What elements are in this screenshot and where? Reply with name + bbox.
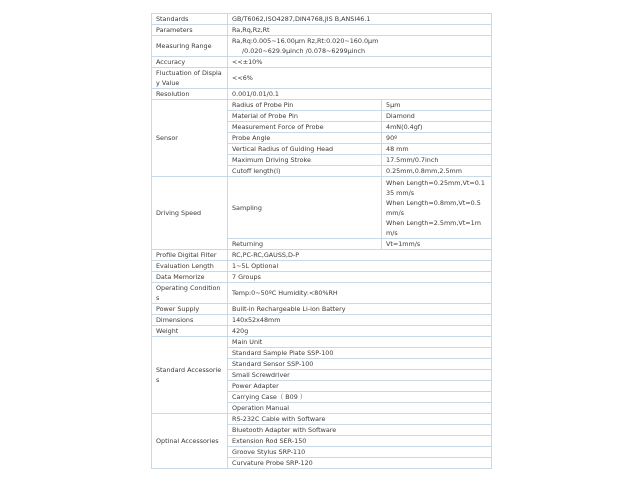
sensor-item-name: Material of Probe Pin [228, 111, 382, 122]
table-row [152, 25, 492, 36]
table-row [152, 283, 492, 304]
accessory-item: Standard Sample Plate SSP-100 [228, 348, 492, 359]
sensor-item-name: Maximum Driving Stroke [228, 155, 382, 166]
table-row [152, 14, 492, 25]
sensor-item-value: Diamond [382, 111, 492, 122]
table-row [152, 100, 492, 111]
sensor-item-name: Cutoff length(l) [228, 166, 382, 177]
sampling-values [382, 177, 492, 239]
sensor-item-value: 17.5mm/0.7inch [382, 155, 492, 166]
accessory-item: Operation Manual [228, 403, 492, 414]
row-value: <<6% [228, 68, 492, 89]
row-value: 420g [228, 326, 492, 337]
accessory-item: Carrying Case（ B09 ） [228, 392, 492, 403]
sensor-item-name: Vertical Radius of Guiding Head [228, 144, 382, 155]
row-label: Dimensions [152, 315, 228, 326]
row-value: <<±10% [228, 57, 492, 68]
row-label: Evaluation Length [152, 261, 228, 272]
optional-accessories-label: Optinal Accessories [152, 414, 228, 469]
sensor-item-name: Radius of Probe Pin [228, 100, 382, 111]
sensor-item-value: 0.25mm,0.8mm,2.5mm [382, 166, 492, 177]
sensor-item-value: 90º [382, 133, 492, 144]
sensor-item-value: 4mN(0.4gf) [382, 122, 492, 133]
table-row [152, 414, 492, 425]
sensor-label: Sensor [152, 100, 228, 177]
row-label: Profile Digital Filter [152, 250, 228, 261]
sampling-value: When Length=2.5mm,Vt=1mm/s [386, 218, 481, 237]
table-row [152, 36, 492, 57]
row-value: 0.001/0.01/0.1 [228, 89, 492, 100]
table-row [152, 250, 492, 261]
row-value [228, 36, 492, 57]
row-label: Data Memorize [152, 272, 228, 283]
row-label: Operating Conditions [152, 283, 228, 304]
sensor-item-value: 48 mm [382, 144, 492, 155]
row-label: Measuring Range [152, 36, 228, 57]
row-label: Standards [152, 14, 228, 25]
accessory-item: Extension Rod SER-150 [228, 436, 492, 447]
row-label: Parameters [152, 25, 228, 36]
row-label: Resolution [152, 89, 228, 100]
table-row [152, 57, 492, 68]
table-row [152, 261, 492, 272]
accessory-item: Power Adapter [228, 381, 492, 392]
measuring-range-line2: /0.020~629.9μinch /0.078~6299μinch [242, 47, 366, 55]
table-row [152, 315, 492, 326]
table-row [152, 177, 492, 239]
sensor-item-value: 5μm [382, 100, 492, 111]
sampling-label: Sampling [228, 177, 382, 239]
accessory-item: Groove Stylus SRP-110 [228, 447, 492, 458]
returning-value: Vt=1mm/s [382, 239, 492, 250]
table-row [152, 304, 492, 315]
sensor-item-name: Measurement Force of Probe [228, 122, 382, 133]
table-row [152, 89, 492, 100]
row-label: Weight [152, 326, 228, 337]
table-row [152, 337, 492, 348]
measuring-range-line1: Ra,Rq:0.005~16.00μm Rz,Rt:0.020~160.0μm [232, 37, 379, 45]
row-label: Fluctuation of Display Value [152, 68, 228, 89]
accessory-item: Small Screwdriver [228, 370, 492, 381]
accessory-item: Curvature Probe SRP-120 [228, 458, 492, 469]
sampling-value: When Length=0.8mm,Vt=0.5mm/s [386, 198, 481, 217]
table-row [152, 272, 492, 283]
row-value: Ra,Rq,Rz,Rt [228, 25, 492, 36]
accessory-item: Main Unit [228, 337, 492, 348]
driving-speed-label: Driving Speed [152, 177, 228, 250]
table-row [152, 326, 492, 337]
row-value: RC,PC-RC,GAUSS,D-P [228, 250, 492, 261]
row-label: Power Supply [152, 304, 228, 315]
row-value: 140x52x48mm [228, 315, 492, 326]
row-label: Accuracy [152, 57, 228, 68]
row-value: Temp:0~50ºC Humidity:<80%RH [228, 283, 492, 304]
row-value: Built-in Rechargeable Li-ion Battery [228, 304, 492, 315]
accessory-item: Bluetooth Adapter with Software [228, 425, 492, 436]
spec-table [151, 13, 492, 469]
row-value: GB/T6062,ISO4287,DIN4768,JIS B,ANSI46.1 [228, 14, 492, 25]
standard-accessories-label: Standard Accessories [152, 337, 228, 414]
accessory-item: Standard Sensor SSP-100 [228, 359, 492, 370]
sensor-item-name: Probe Angle [228, 133, 382, 144]
accessory-item: RS-232C Cable with Software [228, 414, 492, 425]
table-row [152, 68, 492, 89]
row-value: 7 Groups [228, 272, 492, 283]
returning-label: Returning [228, 239, 382, 250]
row-value: 1~5L Optional [228, 261, 492, 272]
sampling-value: When Length=0.25mm,Vt=0.135 mm/s [386, 178, 485, 197]
